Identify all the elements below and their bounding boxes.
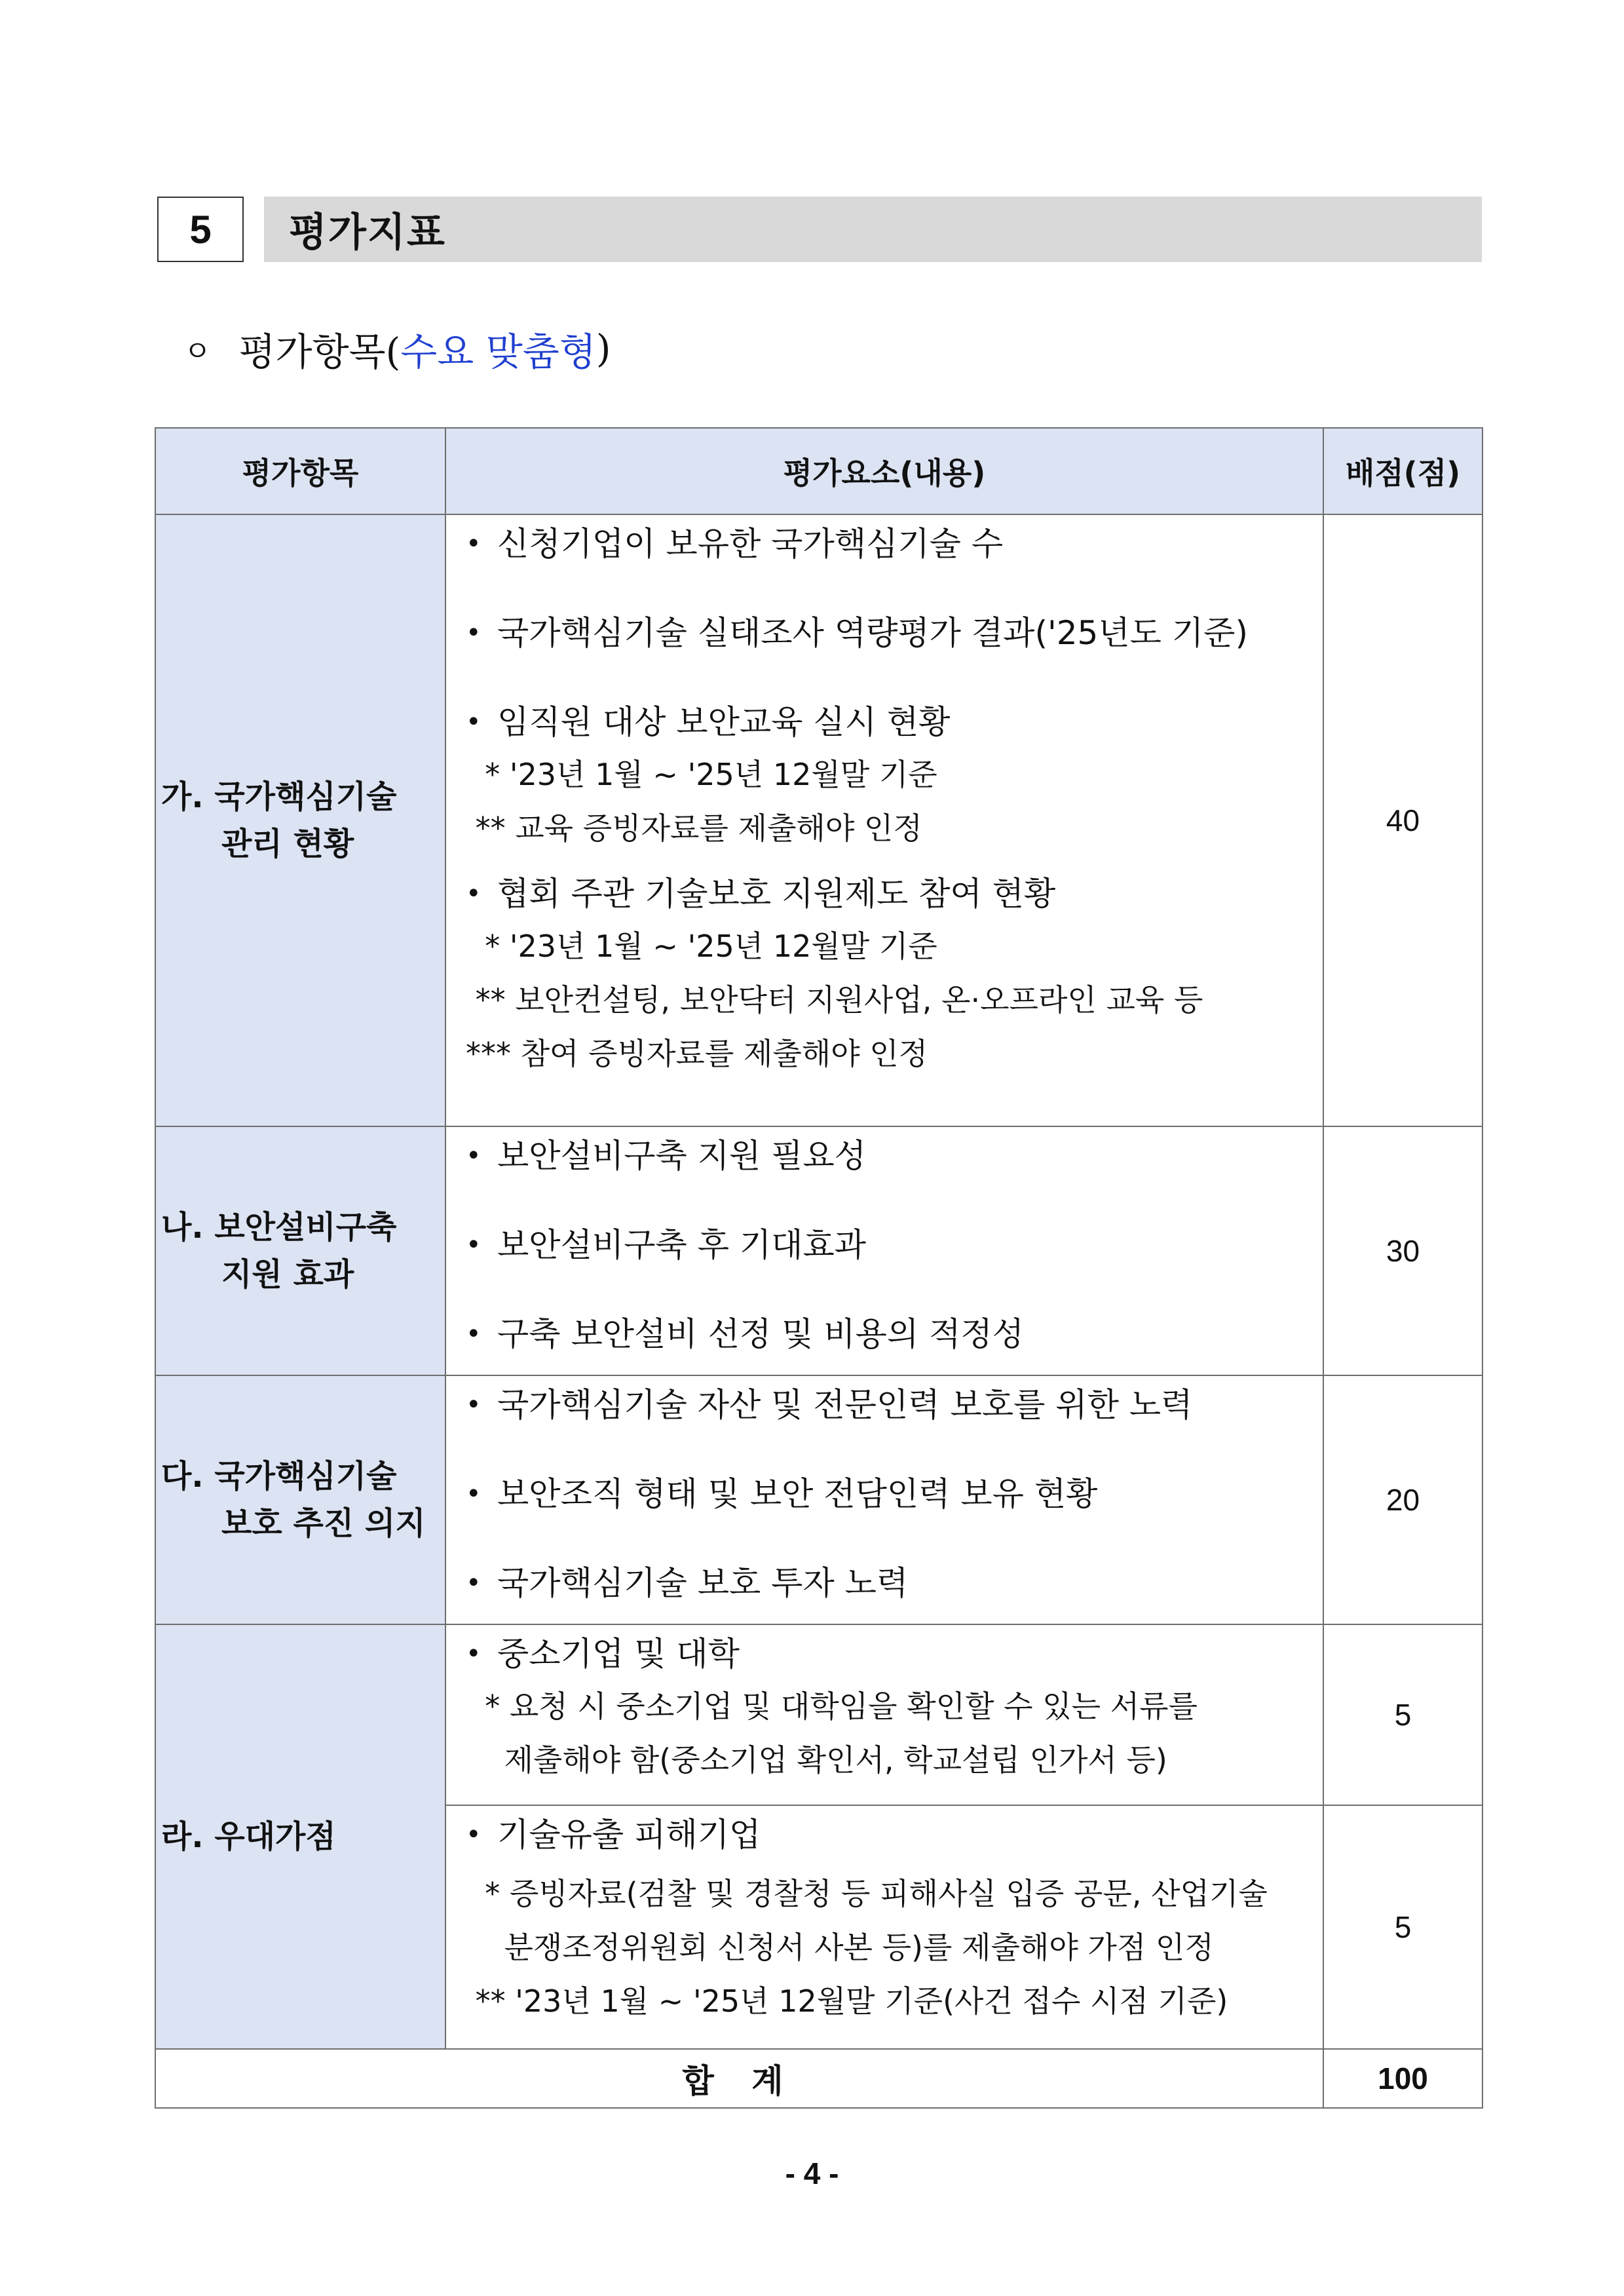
- list-item: • 기술유출 피해기업: [466, 1816, 761, 1854]
- list-item: • 구축 보안설비 선정 및 비용의 적정성: [466, 1315, 1024, 1353]
- section-title-bar: [264, 197, 1482, 262]
- table-row: [155, 1126, 1482, 1375]
- score-cell: 20: [1323, 1375, 1482, 1624]
- list-item: • 임직원 대상 보안교육 실시 현황: [466, 703, 951, 741]
- content-cell: [445, 1624, 1323, 1805]
- note: ** 교육 증빙자료를 제출해야 인정: [466, 811, 922, 846]
- note: * 증빙자료(검찰 및 경찰청 등 피해사실 입증 공문, 산업기술: [466, 1876, 1268, 1911]
- bullet-icon: •: [466, 1141, 482, 1171]
- subheading-highlight: 수요 맞춤형: [400, 330, 596, 374]
- list-item: • 협회 주관 기술보호 지원제도 참여 현황: [466, 875, 1056, 913]
- score-cell: 40: [1323, 514, 1482, 1126]
- table-header-row: [155, 428, 1482, 514]
- category-line2: 지원 효과: [221, 1256, 354, 1293]
- score-cell: 5: [1323, 1624, 1482, 1805]
- total-score: 100: [1323, 2049, 1482, 2108]
- total-row: [155, 2049, 1482, 2108]
- note: * '23년 1월 ~ '25년 12월말 기준: [466, 928, 937, 964]
- bullet-icon: •: [466, 1390, 482, 1420]
- category-line1: 다. 국가핵심기술: [161, 1458, 397, 1495]
- note: 분쟁조정위원회 신청서 사본 등)를 제출해야 가점 인정: [466, 1930, 1214, 1965]
- note: 제출해야 함(중소기업 확인서, 학교설립 인가서 등): [466, 1742, 1167, 1778]
- total-label: 합 계: [155, 2049, 1323, 2108]
- note: ** 보안컨설팅, 보안닥터 지원사업, 온·오프라인 교육 등: [466, 982, 1203, 1018]
- category-cell: [155, 1126, 445, 1375]
- category-cell: [155, 514, 445, 1126]
- note: * '23년 1월 ~ '25년 12월말 기준: [466, 757, 937, 792]
- score-cell: 5: [1323, 1805, 1482, 2049]
- bullet-icon: •: [466, 879, 482, 909]
- note: *** 참여 증빙자료를 제출해야 인정: [466, 1036, 928, 1071]
- list-item: • 국가핵심기술 실태조사 역량평가 결과('25년도 기준): [466, 614, 1248, 652]
- section-number: 5: [157, 197, 244, 262]
- section-title: 평가지표: [289, 210, 446, 256]
- note: * 요청 시 중소기업 및 대학임을 확인할 수 있는 서류를: [466, 1689, 1198, 1724]
- category-line1: 라. 우대가점: [161, 1818, 336, 1855]
- list-item: • 보안조직 형태 및 보안 전담인력 보유 현황: [466, 1475, 1098, 1513]
- bullet-icon: •: [466, 1568, 482, 1598]
- list-item: • 국가핵심기술 보호 투자 노력: [466, 1564, 909, 1602]
- note: ** '23년 1월 ~ '25년 12월말 기준(사건 접수 시점 기준): [466, 1983, 1228, 2019]
- content-cell: [445, 514, 1323, 1126]
- bullet-icon: •: [466, 618, 482, 648]
- category-line1: 가. 국가핵심기술: [161, 778, 397, 815]
- table-row: [155, 1375, 1482, 1624]
- list-item: • 중소기업 및 대학: [466, 1635, 740, 1673]
- subheading-prefix: 평가항목(: [238, 330, 401, 374]
- subheading-bullet: ㅇ: [183, 335, 212, 368]
- score-cell: 30: [1323, 1126, 1482, 1375]
- content-cell: [445, 1375, 1323, 1624]
- bullet-icon: •: [466, 1319, 482, 1349]
- table-row: [155, 514, 1482, 1126]
- category-line1: 나. 보안설비구축: [161, 1209, 397, 1246]
- header-score: 배점(점): [1323, 428, 1482, 514]
- table-row: [155, 1624, 1482, 1805]
- list-item: • 국가핵심기술 자산 및 전문인력 보호를 위한 노력: [466, 1386, 1193, 1424]
- bullet-icon: •: [466, 1230, 482, 1260]
- bullet-icon: •: [466, 1639, 482, 1669]
- subheading: [183, 321, 611, 376]
- category-cell: [155, 1624, 445, 2049]
- evaluation-table: [155, 427, 1483, 2109]
- header-category: 평가항목: [155, 428, 445, 514]
- list-item: • 신청기업이 보유한 국가핵심기술 수: [466, 525, 1004, 563]
- list-item: • 보안설비구축 지원 필요성: [466, 1137, 867, 1175]
- category-cell: [155, 1375, 445, 1624]
- bullet-icon: •: [466, 707, 482, 737]
- header-content: 평가요소(내용): [445, 428, 1323, 514]
- bullet-icon: •: [466, 1479, 482, 1509]
- category-line2: 보호 추진 의지: [221, 1505, 426, 1542]
- content-cell: [445, 1805, 1323, 2049]
- bullet-icon: •: [466, 1820, 482, 1850]
- list-item: • 보안설비구축 후 기대효과: [466, 1226, 867, 1264]
- page-number: - 4 -: [785, 2156, 839, 2191]
- subheading-suffix: ): [595, 326, 611, 371]
- section-header: [157, 197, 1482, 263]
- bullet-icon: •: [466, 529, 482, 559]
- category-line2: 관리 현황: [221, 826, 354, 862]
- content-cell: [445, 1126, 1323, 1375]
